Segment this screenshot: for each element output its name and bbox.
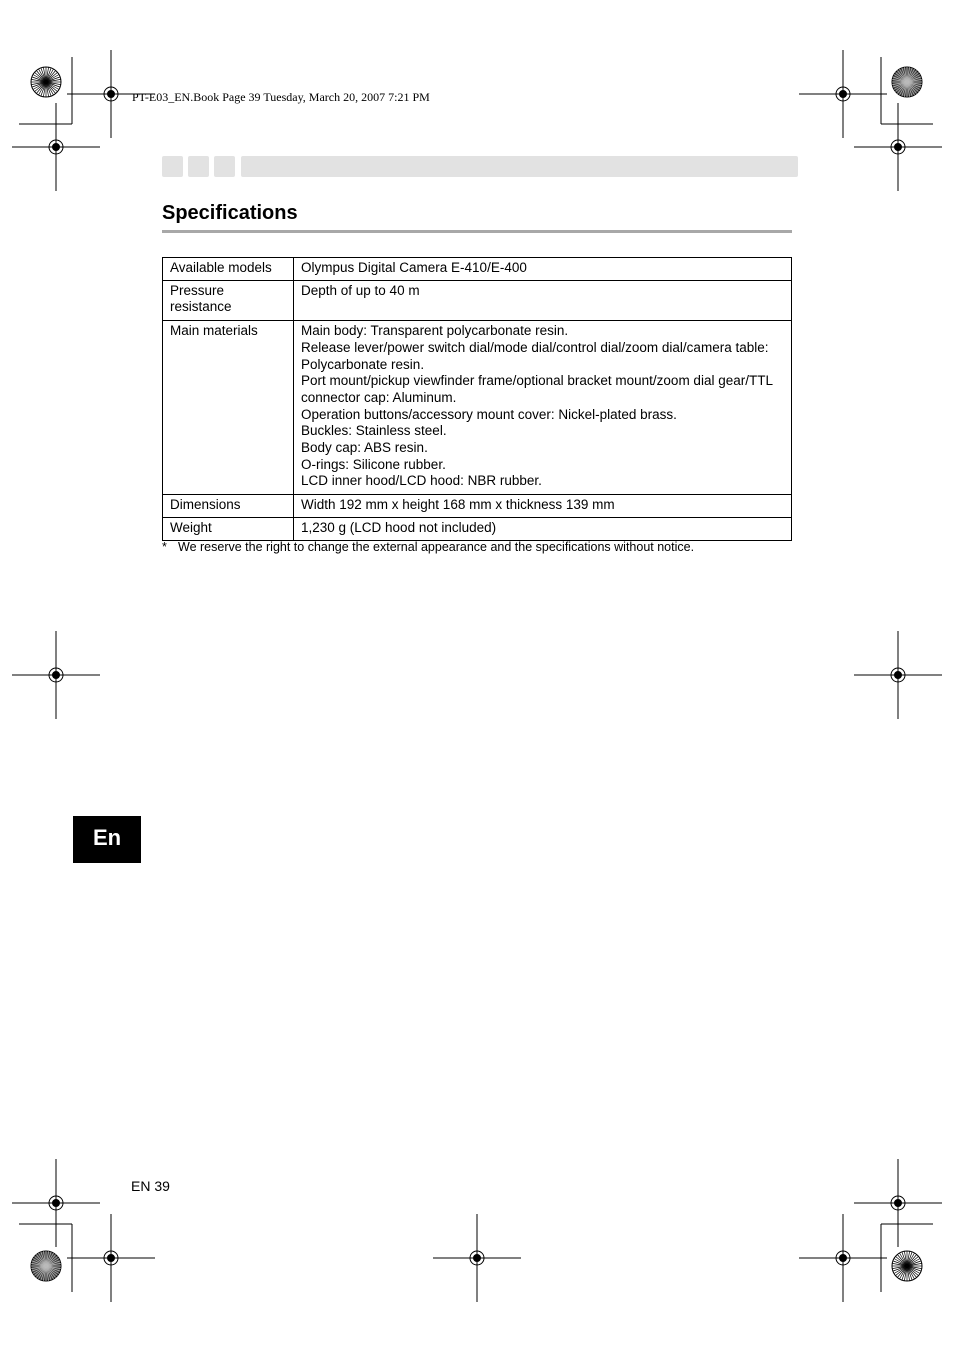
- registration-mark-icon: [12, 631, 100, 719]
- spec-value-line: 1,230 g (LCD hood not included): [301, 519, 497, 535]
- spec-value-line: O-rings: Silicone rubber.: [301, 456, 446, 472]
- registration-mark-icon: [854, 1159, 942, 1247]
- footnote-marker: *: [162, 540, 167, 554]
- title-underline: [162, 230, 792, 233]
- footnote-text: We reserve the right to change the external appearance and the specifications without notice.: [178, 540, 695, 554]
- spec-value: [294, 280, 792, 320]
- header-bar-long: [241, 156, 798, 177]
- footnote: [162, 540, 694, 554]
- spec-value-line: Operation buttons/accessory mount cover: Nickel-plated brass.: [301, 406, 677, 422]
- star-target-icon: [31, 1251, 61, 1281]
- table-row: [163, 495, 792, 518]
- table-row: [163, 258, 792, 281]
- spec-label: Dimensions: [163, 495, 294, 518]
- spec-value-line: Olympus Digital Camera E-410/E-400: [301, 260, 527, 275]
- specifications-table: [162, 257, 792, 541]
- spec-value-line: Depth of up to 40 m: [301, 282, 420, 298]
- spec-value-line: Body cap: ABS resin.: [301, 440, 428, 456]
- page-number: EN 39: [131, 1178, 170, 1194]
- table-row: [163, 517, 792, 540]
- spec-value-line: Buckles: Stainless steel.: [301, 423, 447, 439]
- header-block: [162, 156, 183, 177]
- registration-mark-icon: [799, 1214, 887, 1302]
- table-row: [163, 321, 792, 495]
- spec-label: Weight: [163, 517, 294, 540]
- spec-value: [294, 321, 792, 495]
- star-target-icon: [892, 1251, 922, 1281]
- spec-label: Pressure resistance: [163, 280, 294, 320]
- spec-label: Main materials: [163, 321, 294, 495]
- header-block: [214, 156, 235, 177]
- spec-value: [294, 258, 792, 281]
- spec-value-line: Release lever/power switch dial/mode dial/control dial/zoom dial/camera table: Polycarbonate resin.: [301, 339, 769, 372]
- section-header-bar: [162, 156, 798, 177]
- page-title: Specifications: [162, 202, 298, 224]
- registration-mark-icon: [854, 103, 942, 191]
- spec-label: Available models: [163, 258, 294, 281]
- spec-value-line: LCD inner hood/LCD hood: NBR rubber.: [301, 473, 542, 489]
- spec-value: [294, 517, 792, 540]
- table-row: [163, 280, 792, 320]
- registration-mark-icon: [433, 1214, 521, 1302]
- registration-mark-icon: [854, 631, 942, 719]
- header-block: [188, 156, 209, 177]
- registration-mark-icon: [12, 103, 100, 191]
- spec-value-line: Port mount/pickup viewfinder frame/optional bracket mount/zoom dial gear/TTL connector cap: Aluminum.: [301, 373, 773, 405]
- registration-mark-icon: [799, 50, 887, 138]
- print-header: PT-E03_EN.Book Page 39 Tuesday, March 20, 2007 7:21 PM: [132, 90, 430, 104]
- registration-mark-icon: [12, 1159, 100, 1247]
- star-target-icon: [892, 67, 922, 97]
- language-tab: En: [73, 816, 141, 863]
- registration-mark-icon: [67, 1214, 155, 1302]
- spec-value: [294, 495, 792, 518]
- spec-value-line: Width 192 mm x height 168 mm x thickness 139 mm: [301, 497, 615, 513]
- star-target-icon: [31, 67, 61, 97]
- spec-value-line: Main body: Transparent polycarbonate resin.: [301, 323, 569, 339]
